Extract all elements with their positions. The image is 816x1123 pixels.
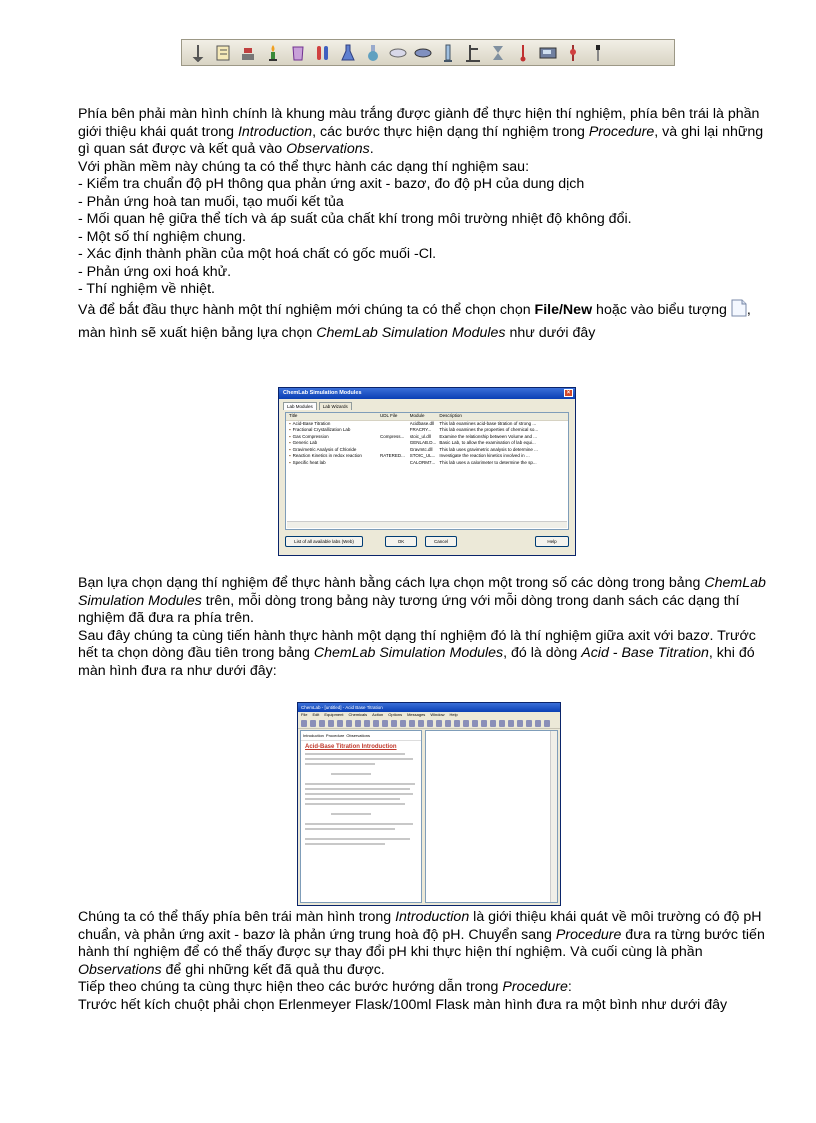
vertical-scrollbar <box>550 731 557 902</box>
simulation-modules-dialog-screenshot <box>278 387 576 556</box>
list-item: - Thí nghiệm về nhiệt. <box>78 281 215 297</box>
flask-icon <box>338 42 357 63</box>
table-header: Title UDL File Module Description <box>286 413 568 421</box>
list-item: - Phản ứng hoà tan muối, tạo muối kết tủa <box>78 193 344 210</box>
test-tubes-icon <box>313 42 332 63</box>
round-flask-icon <box>363 42 382 63</box>
dialog-title: ChemLab Simulation Modules × <box>279 388 575 399</box>
tab-lab-wizards: Lab Wizards <box>319 402 352 410</box>
tab-lab-modules: Lab Modules <box>283 402 317 410</box>
list-item: - Xác định thành phần của một hoá chất có gốc muối -Cl. <box>78 246 437 262</box>
paragraph-2: Với phần mềm này chúng ta có thể thực hành các dạng thí nghiệm sau: <box>78 158 530 175</box>
selection-text-block <box>78 575 768 680</box>
table-row: ▪ Reaction Kinetics in redox reaction RATERED... STOIC_UL... Investigate the reaction kinetics involved in ... <box>286 453 568 460</box>
table-row: ▪ Gas Compression Compress... stoic_ul.dll Examine the relationship between Volume and ... <box>286 434 568 441</box>
paragraph-7: Tiếp theo chúng ta cùng thực hiện theo các bước hướng dẫn trong Procedure: <box>78 979 572 995</box>
instrument-icon <box>538 42 557 63</box>
cylinder-icon <box>438 42 457 63</box>
paragraph-4: Bạn lựa chọn dạng thí nghiệm để thực hành bằng cách lựa chọn một trong số các dòng trong bảng ChemLab Simulation Modules trên, mỗi dòng trong bảng này tương ứng với mỗi dòng trong danh sách các dạng thí nghiệm đã đưa ra phía trên. <box>78 575 766 626</box>
paragraph-6: Chúng ta có thể thấy phía bên trái màn hình trong Introduction là giới thiệu khái quát về môi trường có độ pH chuẩn, và phản ứng axit - bazơ là phản ứng trung hoà độ pH. Chuyển sang Procedure đưa ra từng bước tiến hành thí nghiệm để có thể thấy được sự thay đổi pH khi thực hiện thí nghiệm. Và cuối cùng là phần Observations để ghi những kết đã quả thu được. <box>78 909 765 978</box>
ok-button: OK <box>385 536 417 547</box>
paragraph-3: Và để bắt đầu thực hành một thí nghiệm mới chúng ta có thể chọn chọn File/New hoặc vào biểu tượng , màn hình sẽ xuất hiện bảng lựa chọn ChemLab Simulation Modules như dưới đây <box>78 299 768 343</box>
burette-icon <box>488 42 507 63</box>
watch-glass-icon <box>413 42 432 63</box>
list-item: - Phản ứng oxi hoá khử. <box>78 263 232 280</box>
new-file-icon <box>731 299 747 323</box>
help-button: Help <box>535 536 569 547</box>
stand-icon <box>463 42 482 63</box>
equipment-toolbar <box>181 39 675 66</box>
modules-table <box>285 412 569 530</box>
thermometer-icon <box>513 42 532 63</box>
chemlab-window-screenshot <box>297 702 561 906</box>
table-row: ▪ Specific heat lab CALORM7... This lab uses a calorimeter to determine the sp... <box>286 460 568 467</box>
table-row: ▪ Generic Lab GENLAB.D... Basic Lab, to allow the examination of lab equi... <box>286 440 568 447</box>
paragraph-1: Phía bên phải màn hình chính là khung màu trắng được giành để thực hiện thí nghiệm, phía bên trái là phần giới thiệu khái quát trong Introduction, các bước thực hiện dạng thí nghiệm trong Procedure, và ghi lại những gì quan sát được và kết quả vào Observations. <box>78 106 764 157</box>
lab-workspace <box>425 730 558 903</box>
table-row: ▪ Acid-Base Titration Acidbase.dll This lab examines acid-base titration of strong ... <box>286 421 568 428</box>
paragraph-8: Trước hết kích chuột phải chọn Erlenmeyer Flask/100ml Flask màn hình đưa ra một bình như dưới đây <box>78 996 728 1013</box>
bunsen-burner-icon <box>263 42 282 63</box>
window-title: ChemLab - [untitled] - Acid Base Titration <box>298 703 560 712</box>
dialog-tabs <box>279 399 575 410</box>
clamp-icon <box>563 42 582 63</box>
introduction-pane <box>300 730 422 903</box>
app-toolbar <box>298 718 560 729</box>
cancel-button: Cancel <box>425 536 457 547</box>
pane-tabs: Introduction Procedure Observations <box>301 731 421 741</box>
list-item: - Mối quan hệ giữa thể tích và áp suất của chất khí trong môi trường nhiệt độ không đổi. <box>78 211 632 227</box>
intro-heading: Acid-Base Titration Introduction <box>305 744 397 750</box>
menu-bar: File Edit Equipment Chemicals Action Options Messages Window Help <box>301 712 458 717</box>
beaker-icon <box>288 42 307 63</box>
paragraph-5: Sau đây chúng ta cùng tiến hành thực hành một dạng thí nghiệm đó là thí nghiệm giữa axit với bazơ. Trước hết ta chọn dòng đầu tiên trong bảng ChemLab Simulation Modules, đó là dòng Acid - Base Titration, khi đó màn hình đưa ra như dưới đây: <box>78 627 756 679</box>
table-row: ▪ Gravimetric Analysis of Chloride Gravmtc.dll This lab uses gravimetric analysis to determine ... <box>286 447 568 454</box>
list-item: - Một số thí nghiệm chung. <box>78 228 246 245</box>
horizontal-scrollbar <box>287 521 567 528</box>
list-item: - Kiểm tra chuẩn độ pH thông qua phản ứng axit - bazơ, đo độ pH của dung dịch <box>78 176 585 192</box>
dialog-buttons <box>285 536 569 548</box>
list-all-labs-button: List of all available labs (Web) <box>285 536 363 547</box>
balance-icon <box>238 42 257 63</box>
notebook-icon <box>213 42 232 63</box>
table-row: ▪ Fractional Crystallization Lab FRACRY... This lab examines the properties of chemical so... <box>286 427 568 434</box>
closing-text-block <box>78 909 768 1014</box>
petri-dish-icon <box>388 42 407 63</box>
pipette-icon <box>188 42 207 63</box>
close-icon: × <box>564 389 573 397</box>
intro-text-block <box>78 106 768 343</box>
dropper-icon <box>588 42 607 63</box>
